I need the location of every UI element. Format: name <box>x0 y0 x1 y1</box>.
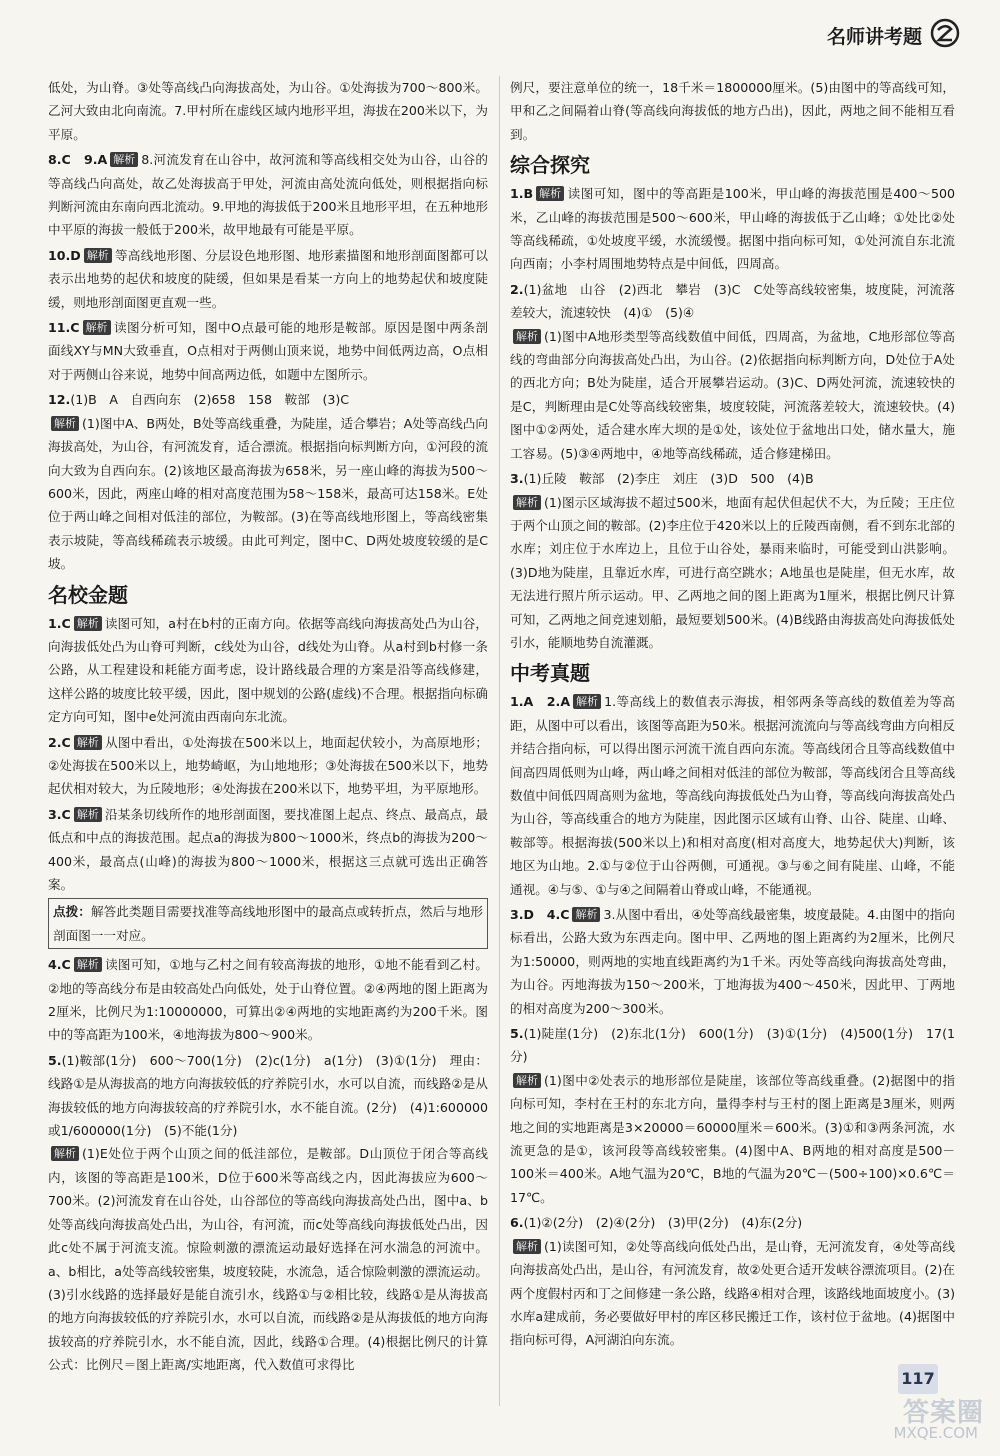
analysis-tag: 解析 <box>513 329 541 344</box>
answer-z1: 1.B 解析 读图可知，图中的等高距是100米，甲山峰的海拔范围是400～500米，乙山峰的海拔范围是500～600米，甲山峰的海拔低于乙山峰；①处比②处等高线稀疏，①处坡度平缓，水流缓慢。据图中指向标可知，①处河流自东北流向西南；小李村周围地势特点是中间低，四周高。 <box>510 186 955 272</box>
answer-continued-right: 例尺，要注意单位的统一，18千米＝1800000厘米。(5)由图中的等高线可知，甲和乙之间隔着山脊(等高线向海拔低的地方凸出)，因此，两地之间不能相互看到。 <box>510 80 955 142</box>
analysis-tag: 解析 <box>74 807 102 822</box>
column-divider <box>499 76 500 1406</box>
answer-10: 10.D 解析 等高线地形图、分层设色地形图、地形素描图和地形剖面图都可以表示出地势的起伏和坡度的陡缓，但如果是看某一方向上的地势起伏和坡度陡缓，则地形剖面图更直观一些。 <box>48 247 488 310</box>
answer-z2: 2.(1)盆地 山谷 (2)西北 攀岩 (3)C C处等高线较密集，坡度陡，河流落差较大，流速较快 (4)① (5)④ 解析 (1)图中A地形类型等高线数值中间低，四周高，为盆地，C地形部位等高线的弯曲部分向海拔高处凸出，为山谷。(2)依据指向标判断方向，D处位于A处的西北方向；B处为陡崖，适合开展攀岩运动。(3)C、D两处河流，流速较快的是C，判断理由是C处等高线较密集，坡度较陡，河流落差较大，流速较快。(4)图中①②两处，适合建水库大坝的是①处，该处位于盆地出口处，储水量大，施工容易。(5)③④两地中，④地等高线稀疏，适合修建梯田。 <box>510 281 955 461</box>
answer-m2: 2.C 解析 从图中看出，①处海拔在500米以上，地面起伏较小，为高原地形；②处海拔在500米以上，地势崎岖，为山地地形；③处海拔在500米以下，地势起伏相对较大，为丘陵地形；④处海拔在200米以下，地势平坦，为平原地形。 <box>48 734 488 797</box>
right-column <box>510 76 955 1354</box>
answer-m5: 5.(1)鞍部(1分) 600～700(1分) (2)c(1分) a(1分) (3)①(1分) 理由：线路①是从海拔高的地方向海拔较低的疗养院引水，水可以自流，而线路②是从海拔较低的地方向海拔较高的疗养院引水，水不能自流。(2分) (4)1:600000或1/600000(1分) (5)不能(1分) 解析 (1)E处位于两个山顶之间的低洼部位，是鞍部。D山顶位于闭合等高线内，该图的等高距是100米，D位于600米等高线之内，因此海拔应为600～700米。(2)河流发育在山谷处，山谷部位的等高线向海拔高处凸出，图中a、b处等高线向海拔高处凸出，为山谷，有河流，而c处等高线向海拔低处凸出，因此c处不属于河流支流。惊险刺激的漂流运动最好选择在河水湍急的河流中。a、b相比，a处等高线较密集，坡度较陡，水流急，适合惊险刺激的漂流运动。(3)引水线路的选择最好是能自流引水，线路①与②相比较，线路①是从海拔高的地方向海拔较低的疗养院引水，水可以自流，而线路②是从海拔低的地方向海拔较高的疗养院引水，水不能自流，因此，线路①合理。(4)根据比例尺的计算公式：比例尺＝图上距离/实地距离，代入数值可求得比 <box>48 1052 488 1373</box>
analysis-tag: 解析 <box>110 152 138 167</box>
analysis-tag: 解析 <box>573 694 601 709</box>
tip-box: 点拨：解答此类题目需要找准等高线地形图中的最高点或转折点，然后与地形剖面图一一对应。 <box>48 898 488 949</box>
analysis-tag: 解析 <box>513 1239 541 1254</box>
brand-logo-icon <box>930 18 960 48</box>
section-title-zonghe: 综合探究 <box>510 153 590 178</box>
analysis-tag: 解析 <box>51 416 79 431</box>
answer-k6: 6.(1)②(2分) (2)④(2分) (3)甲(2分) (4)东(2分) 解析 (1)读图可知，②处等高线向低处凸出，是山脊，无河流发育，④处等高线向海拔高处凸出，是山谷，有河流发育，故②处更合适开发峡谷漂流项目。(2)在两个度假村丙和丁之间修建一条公路，线路④相对合理，该路线地面坡度小。(3)水库a建成前，务必要做好甲村的库区移民搬迁工作，该村位于盆地。(4)据图中指向标可得，A河湖泊向东流。 <box>510 1215 955 1348</box>
analysis-tag: 解析 <box>513 1073 541 1088</box>
analysis-tag: 解析 <box>513 495 541 510</box>
section-title-mingxiao: 名校金题 <box>48 582 128 607</box>
answer-8-9: 8.C 9.A 解析 8.河流发育在山谷中，故河流和等高线相交处为山谷，山谷的等高线凸向高处，故乙处海拔高于甲处，河流由高处流向低处，则根据指向标判断河流由东南向西北流动。9.甲地的海拔低于200米且地形平坦，在五种地形中平原的海拔一般低于200米，故甲地最有可能是平原。 <box>48 152 488 238</box>
left-column <box>48 76 488 1379</box>
page-header <box>0 14 1000 54</box>
brand-title: 名师讲考题 <box>826 26 922 48</box>
answer-z3: 3.(1)丘陵 鞍部 (2)李庄 刘庄 (3)D 500 (4)B 解析 (1)图示区域海拔不超过500米，地面有起伏但起伏不大，为丘陵；王庄位于两个山顶之间的鞍部。(2)李庄位于420米以上的丘陵西南侧，看不到东北部的水库；刘庄位于水库边上，且位于山谷处，暴雨来临时，可能受到山洪影响。(3)D地为陡崖，且靠近水库，可进行高空跳水；A地虽也是陡崖，但无水库，故无法进行照片所示运动。甲、乙两地之间的图上距离为1厘米，根据比例尺计算可知，乙两地之间竞速划船，最短要划500米。(4)B线路由海拔高处向海拔低处引水，能顺地势自流灌溉。 <box>510 471 955 650</box>
watermark-url: MXQE.COM <box>893 1424 978 1442</box>
section-title-zhongkao: 中考真题 <box>510 661 590 686</box>
watermark-logo: 答案圈 <box>902 1398 984 1428</box>
answer-m1: 1.C 解析 读图可知，a村在b村的正南方向。依据等高线向海拔高处凸为山谷，向海拔低处凸为山脊可判断，c线处为山谷，d线处为山脊。从a村到b村修一条公路，从工程建设和耗能方面考虑，设计路线最合理的方案是沿等高线修建，这样公路的坡度比较平缓，因此，图中规划的公路(虚线)不合理。根据指向标确定方向可知，图中e处河流由西南向东北流。 <box>48 615 488 725</box>
analysis-tag: 解析 <box>536 186 564 201</box>
analysis-tag: 解析 <box>84 248 112 263</box>
analysis-tag: 解析 <box>74 735 102 750</box>
answer-k1-2: 1.A 2.A 解析 1.等高线上的数值表示海拔，相邻两条等高线的数值差为等高距，从图中可以看出，该图等高距为50米。根据河流流向与等高线弯曲方向相反并结合指向标，可以得出图示河流干流自西向东流。等高线闭合且等高线数值中间高四周低则为山峰，两山峰之间相对低洼的部位为鞍部，等高线闭合且等高线数值中间低四周高则为盆地，等高线向海拔低处凸为山脊，等高线向海拔高处凸为山谷，等高线重合的地方为陡崖，因此图示区域有山脊、山谷、陡崖、山峰、鞍部等。根据海拔(500米以上)和相对高度(相对高度大，地势起伏大)判断，该地区为山地。2.①与②位于山谷两侧，可通视。③与⑥之间有陡崖、山峰，不能通视。④与⑤、①与④之间隔着山脊或山峰，不能通视。 <box>510 694 955 897</box>
analysis-tag: 解析 <box>51 1146 79 1161</box>
analysis-tag: 解析 <box>572 907 600 922</box>
analysis-tag: 解析 <box>74 616 102 631</box>
answer-11: 11.C 解析 读图分析可知，图中O点最可能的地形是鞍部。原因是图中两条剖面线XY与MN大致垂直，O点相对于两侧山顶来说，地势中间低两边高，O点相对于两侧山谷来说，地势中间高两边低，如题中左图所示。 <box>48 320 488 382</box>
answer-k5: 5.(1)陡崖(1分) (2)东北(1分) 600(1分) (3)①(1分) (4)500(1分) 17(1分) 解析 (1)图中②处表示的地形部位是陡崖，该部位等高线重叠。(2)据图中的指向标可知，李村在王村的东北方向，量得李村与王村的图上距离是3厘米，则两地之间的实地距离是3×20000＝60000厘米＝600米。(3)①和③两条河流，水流更急的是①，该河段等高线较密集。(4)图中A、B两地的相对高度是500－100米＝400米。A地气温为20℃，B地的气温为20℃－(500÷100)×0.6℃＝17℃。 <box>510 1026 955 1205</box>
answer-k3-4: 3.D 4.C 解析 3.从图中看出，④处等高线最密集，坡度最陡。4.由图中的指向标看出，公路大致为东西走向。图中甲、乙两地的图上距离约为2厘米，比例尺为1:50000，则两地的实地直线距离约为1千米。丙处等高线向海拔高处弯曲，为山谷。丙地海拔为150～200米，丁地海拔为400～450米，因此甲、丁两地的相对高度为200～300米。 <box>510 907 955 1016</box>
answer-m3: 3.C 解析 沿某条切线所作的地形剖面图，要找准图上起点、终点、最高点，最低点和中点的海拔范围。起点a的海拔为800～1000米，终点b的海拔为200～400米，最高点(山峰)的海拔为800～1000米，根据这三点就可选出正确答案。 <box>48 806 488 892</box>
page-number: 117 <box>898 1364 938 1394</box>
answer-m4: 4.C 解析 读图可知，①地与乙村之间有较高海拔的地形，①地不能看到乙村。②地的等高线分布是由较高处凸向低处，处于山脊位置。②④两地的图上距离为2厘米，比例尺为1:10000000，可算出②④两地的实地距离约为200千米。图中的等高距为100米，④地海拔为800～900米。 <box>48 957 488 1043</box>
analysis-tag: 解析 <box>83 320 111 335</box>
analysis-tag: 解析 <box>74 957 102 972</box>
answer-continued: 低处，为山脊。③处等高线凸向海拔高处，为山谷。①处海拔为700～800米。乙河大致由北向南流。7.甲村所在虚线区域内地形平坦，海拔在200米以下，为平原。 <box>48 80 488 142</box>
answer-12: 12.(1)B A 自西向东 (2)658 158 鞍部 (3)C 解析 (1)图中A、B两处，B处等高线重叠，为陡崖，适合攀岩；A处等高线凸向海拔高处，为山谷，有河流发育，适合漂流。根据指向标判断方向，①河段的流向大致为自西向东。(2)该地区最高海拔为658米，另一座山峰的海拔为500～600米，因此，两座山峰的相对高度范围为58～158米，最高可达158米。E处位于两山峰之间相对低洼的部位，为鞍部。(3)在等高线地形图上，等高线密集表示坡陡，等高线稀疏表示坡缓。由此可判定，图中C、D两处坡度较缓的是C坡。 <box>48 392 488 572</box>
